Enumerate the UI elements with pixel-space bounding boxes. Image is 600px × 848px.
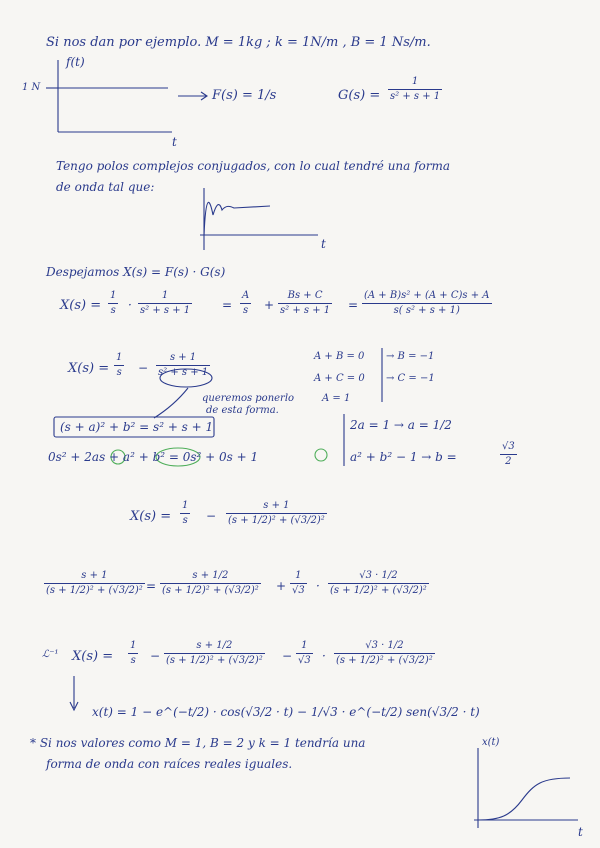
eq3-frac2	[226, 500, 327, 526]
final-note-line2: forma de onda con raíces reales iguales.	[46, 757, 293, 771]
graph3-curve	[478, 778, 570, 820]
highlight-one	[315, 449, 327, 461]
expansion: 0s² + 2as + a² + b² = 0s² + 0s + 1	[48, 450, 259, 464]
x-of-t-result: x(t) = 1 − e^(−t/2) · cos(√3/2 · t) − 1/√3 · e^(−t/2) sen(√3/2 · t)	[92, 705, 480, 719]
eq3-frac1	[180, 500, 190, 526]
eq2-minus: −	[138, 361, 149, 375]
eq5-f4-den: (s + 1/2)² + (√3/2)²	[336, 654, 433, 666]
eq1-f5-num: (A + B)s² + (A + C)s + A	[364, 290, 490, 301]
eq3-f1-num: 1	[182, 500, 189, 511]
eq5-frac2	[164, 640, 265, 666]
G-num: 1	[411, 76, 419, 87]
eq1-frac3	[240, 290, 251, 316]
eq1-f4-num: Bs + C	[287, 290, 323, 301]
eq4-f3-num: 1	[295, 570, 302, 581]
eq4-f2-den: (s + 1/2)² + (√3/2)²	[162, 584, 259, 596]
b-solve-lhs: a² + b² − 1 → b =	[350, 450, 457, 464]
eq5-dot: ·	[322, 649, 326, 663]
eq5-f3-num: 1	[301, 640, 308, 651]
eq1-f2-den: s² + s + 1	[140, 304, 191, 316]
eq3-f1-den: s	[182, 514, 188, 526]
despejamos-line: Despejamos X(s) = F(s) · G(s)	[46, 265, 226, 279]
eq4-plus: +	[276, 579, 287, 593]
eq4-frac1	[44, 570, 145, 596]
eq4-f1-num: s + 1	[81, 570, 108, 581]
eq5-minus: −	[150, 649, 161, 663]
eq1-f4-den: s² + s + 1	[280, 304, 331, 316]
graph2-t-label: t	[321, 237, 326, 251]
down-arrow-head	[70, 702, 78, 710]
system-r1-result: → B = −1	[386, 351, 435, 362]
eq4-frac4	[328, 570, 429, 596]
eq5-f2-den: (s + 1/2)² + (√3/2)²	[166, 654, 263, 666]
eq1-f5-den: s( s² + s + 1)	[393, 304, 460, 316]
eq1-frac5	[362, 290, 492, 316]
eq1-lhs: X(s) =	[60, 298, 102, 313]
G-of-s-fraction	[388, 76, 442, 102]
graph2-oscillation	[204, 202, 270, 235]
eq4-eq: =	[146, 579, 157, 593]
eq5-f1-num: 1	[130, 640, 137, 651]
eq2-lhs: X(s) =	[68, 361, 110, 376]
eq1-f1-num: 1	[110, 290, 117, 301]
eq5-f1-den: s	[130, 654, 136, 666]
graph3-t-label: t	[578, 825, 583, 839]
eq4-dot: ·	[316, 579, 320, 593]
eq1-frac1	[108, 290, 118, 316]
eq5-frac3	[296, 640, 313, 666]
eq1-eq2: =	[348, 298, 359, 312]
arrow-head	[201, 92, 207, 100]
eq1-frac4	[278, 290, 332, 316]
G-of-s-lhs: G(s) =	[338, 88, 381, 103]
eq2-f2-num: s + 1	[169, 352, 197, 363]
final-note-line1: * Si nos valores como M = 1, B = 2 y k = 1 tendría una	[30, 736, 366, 750]
eq2-f1-num: 1	[116, 352, 123, 363]
poles-text-line2: de onda tal que:	[56, 180, 155, 194]
eq4-f4-num: √3 · 1/2	[359, 570, 398, 581]
eq1-frac2	[138, 290, 192, 316]
eq1-f3-num: A	[242, 290, 250, 301]
system-r1: A + B = 0	[314, 351, 365, 362]
eq4-frac3	[290, 570, 307, 596]
eq5-f2-num: s + 1/2	[196, 640, 233, 651]
eq1-plus: +	[264, 298, 275, 312]
b-den: 2	[505, 455, 512, 467]
eq1-f2-num: 1	[161, 290, 169, 301]
eq4-f3-den: √3	[292, 584, 305, 596]
system-r2: A + C = 0	[314, 373, 365, 384]
eq3-minus: −	[206, 509, 217, 523]
eq3-f2-den: (s + 1/2)² + (√3/2)²	[228, 514, 325, 526]
eq1-f3-den: s	[243, 304, 249, 316]
a-solve: 2a = 1 → a = 1/2	[350, 418, 452, 432]
eq1-eq: =	[222, 298, 233, 312]
eq5-frac1	[128, 640, 138, 666]
graph1-ft-label: f(t)	[66, 55, 85, 69]
G-den: s² + s + 1	[390, 90, 441, 102]
graph3-y-label: x(t)	[482, 737, 500, 748]
eq5-frac4	[334, 640, 435, 666]
eq2-frac1	[114, 352, 124, 378]
eq3-f2-num: s + 1	[263, 500, 290, 511]
eq1-dot: ·	[128, 298, 132, 312]
eq1-f1-den: s	[110, 304, 116, 316]
note-queremos: queremos ponerlo	[202, 393, 295, 404]
eq3-lhs: X(s) =	[130, 509, 172, 524]
eq2-f1-den: s	[116, 366, 122, 378]
eq5-f4-num: √3 · 1/2	[365, 640, 404, 651]
poles-text-line1: Tengo polos complejos conjugados, con lo cual tendré una forma	[56, 159, 451, 173]
intro-text: Si nos dan por ejemplo. M = 1kg ; k = 1N/m , B = 1 Ns/m.	[46, 35, 431, 50]
eq5-minus2: −	[282, 649, 293, 663]
eq5-laplace-inverse: ℒ⁻¹	[42, 649, 59, 660]
square-form: (s + a)² + b² = s² + s + 1	[60, 420, 214, 434]
eq2-f2-den: s² + s + 1	[158, 366, 209, 378]
graph1-t-label: t	[172, 135, 177, 149]
eq4-f4-den: (s + 1/2)² + (√3/2)²	[330, 584, 427, 596]
system-r2-result: → C = −1	[386, 373, 435, 384]
eq4-f1-den: (s + 1/2)² + (√3/2)²	[46, 584, 143, 596]
b-fraction	[500, 441, 517, 467]
system-r3: A = 1	[322, 393, 351, 404]
note-arrow	[154, 388, 188, 418]
eq2-frac2	[156, 352, 210, 378]
eq5-f3-den: √3	[298, 654, 311, 666]
note-de-esta-forma: de esta forma.	[206, 405, 279, 416]
b-num: √3	[502, 441, 515, 452]
F-of-s: F(s) = 1/s	[212, 88, 277, 103]
graph1-1N-label: 1 N	[22, 82, 41, 93]
eq5-lhs: X(s) =	[72, 649, 114, 664]
eq4-f2-num: s + 1/2	[192, 570, 229, 581]
eq4-frac2	[160, 570, 261, 596]
